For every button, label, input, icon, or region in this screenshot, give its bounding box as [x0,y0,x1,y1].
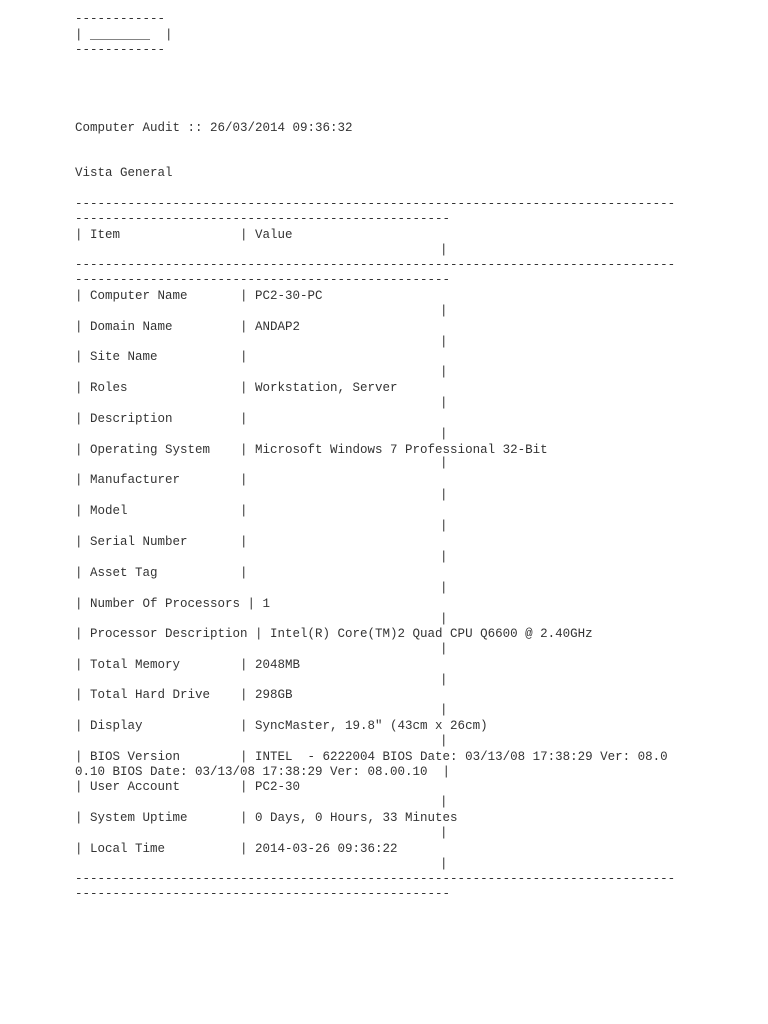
header-box-middle: | ________ | [75,28,173,42]
table-row-trail: 0.10 BIOS Date: 03/13/08 17:38:29 Ver: 08.00.10 | [75,765,451,779]
table-row-trail: | [440,795,448,809]
table-row: | Local Time | 2014-03-26 09:36:22 [75,842,398,856]
separator-bottom-1: -------------------------------------------------------------------------------- [75,872,676,886]
header-box-bottom: ------------ [75,43,166,57]
table-row: | Roles | Workstation, Server [75,381,398,395]
table-row-trail: | [440,427,448,441]
table-row: | Total Memory | 2048MB [75,658,301,672]
separator-header-1: -------------------------------------------------------------------------------- [75,258,676,272]
header-box-top: ------------ [75,12,166,26]
table-row: | Total Hard Drive | 298GB [75,688,293,702]
table-row-trail: | [440,734,448,748]
separator-bottom-2: -------------------------------------------------- [75,887,451,901]
audit-title: Computer Audit :: 26/03/2014 09:36:32 [75,121,353,135]
table-row: | Serial Number | [75,535,248,549]
table-row-trail: | [440,365,448,379]
table-row: | Operating System | Microsoft Windows 7 Professional 32-Bit [75,443,548,457]
table-row: | Site Name | [75,350,248,364]
table-row-trail: | [440,673,448,687]
table-row-trail: | [440,488,448,502]
table-row: | Manufacturer | [75,473,248,487]
table-row-trail: | [440,396,448,410]
table-row-trail: | [440,550,448,564]
table-row: | Model | [75,504,248,518]
separator-top-2: -------------------------------------------------- [75,212,451,226]
table-row-trail: | [440,456,448,470]
table-row: | Computer Name | PC2-30-PC [75,289,323,303]
table-header-trail: | [440,243,448,257]
table-row: | Number Of Processors | 1 [75,597,271,611]
table-header: | Item | Value [75,228,293,242]
table-row-trail: | [440,642,448,656]
table-row: | BIOS Version | INTEL - 6222004 BIOS Date: 03/13/08 17:38:29 Ver: 08.0 [75,750,668,764]
table-row: | Description | [75,412,248,426]
table-row-trail: | [440,581,448,595]
table-row-trail: | [440,857,448,871]
table-row-trail: | [440,519,448,533]
table-row: | Display | SyncMaster, 19.8" (43cm x 26cm) [75,719,488,733]
table-row: | Asset Tag | [75,566,248,580]
separator-header-2: -------------------------------------------------- [75,273,451,287]
table-row-trail: | [440,335,448,349]
table-row-trail: | [440,703,448,717]
separator-top-1: -------------------------------------------------------------------------------- [75,197,676,211]
table-row: | User Account | PC2-30 [75,780,301,794]
section-title: Vista General [75,166,173,180]
table-row: | System Uptime | 0 Days, 0 Hours, 33 Minutes [75,811,458,825]
table-row: | Domain Name | ANDAP2 [75,320,301,334]
table-row-trail: | [440,826,448,840]
table-row-trail: | [440,612,448,626]
table-row: | Processor Description | Intel(R) Core(TM)2 Quad CPU Q6600 @ 2.40GHz [75,627,593,641]
table-row-trail: | [440,304,448,318]
